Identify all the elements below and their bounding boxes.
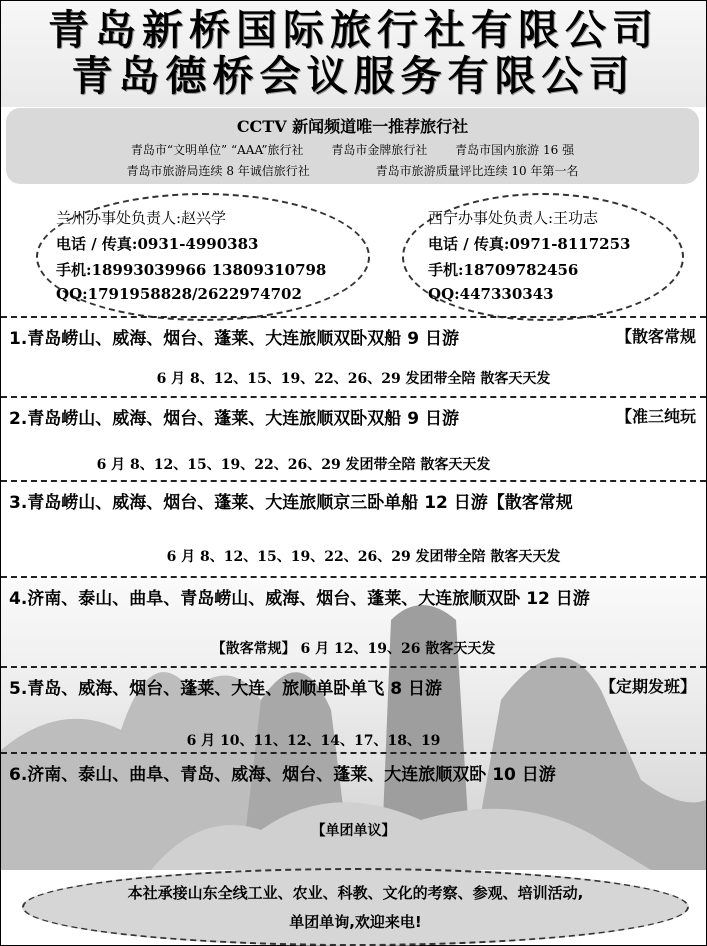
header (1, 1, 706, 107)
tour-dates: 6 月 10、11、12、14、17、18、19 (186, 733, 441, 749)
tour-item-3[interactable] (1, 480, 706, 578)
tour-dates: 6 月 8、12、15、19、22、26、29 发团带全陪 散客天天发 (96, 457, 491, 473)
tour-title: 1.青岛崂山、威海、烟台、蓬莱、大连旅顺双卧双船 9 日游 (9, 329, 459, 349)
tour-tag: 【准三纯玩 (615, 407, 696, 426)
tour-dates: 6 月 8、12、15、19、22、26、29 发团带全陪 散客天天发 (166, 549, 561, 565)
xining-office-contact (402, 193, 684, 321)
tour-dates: 【单团单议】 (311, 823, 396, 839)
xining-qq: QQ:447330343 (428, 285, 554, 303)
footer-line-1: 本社承接山东全线工业、农业、科教、文化的考察、参观、培训活动, (127, 884, 584, 902)
tour-dates: 6 月 8、12、15、19、22、26、29 发团带全陪 散客天天发 (156, 371, 551, 387)
xining-mobile: 手机:18709782456 (428, 261, 579, 279)
tour-item-1[interactable] (1, 316, 706, 398)
honors-row-2 (6, 162, 699, 179)
footer-line-2: 单团单询,欢迎来电! (289, 913, 422, 931)
footer-notice (22, 868, 689, 946)
lanzhou-qq: QQ:1791958828/2622974702 (56, 285, 302, 303)
honors-banner (6, 108, 699, 184)
xining-manager: 西宁办事处负责人:王功志 (428, 209, 599, 227)
honor-item: 青岛市旅游质量评比连续 10 年第一名 (375, 164, 579, 178)
tour-title: 5.青岛、威海、烟台、蓬莱、大连、旅顺单卧单飞 8 日游 (9, 679, 442, 699)
honor-item: 青岛市旅游局连续 8 年诚信旅行社 (126, 164, 310, 178)
company-name-2: 青岛德桥会议服务有限公司 (71, 52, 636, 100)
tour-item-2[interactable] (1, 396, 706, 482)
lanzhou-tel: 电话 / 传真:0931-4990383 (56, 235, 259, 253)
cctv-line: CCTV 新闻频道唯一推荐旅行社 (236, 117, 469, 136)
lanzhou-manager: 兰州办事处负责人:赵兴学 (56, 209, 227, 227)
honors-row-1 (6, 141, 699, 158)
tour-title: 2.青岛崂山、威海、烟台、蓬莱、大连旅顺双卧双船 9 日游 (9, 409, 459, 429)
tour-item-5[interactable] (1, 666, 706, 754)
tour-dates: 【散客常规】 6 月 12、19、26 散客天天发 (211, 641, 496, 657)
lanzhou-office-contact (36, 193, 370, 321)
honor-item: 青岛市金牌旅行社 (331, 143, 428, 157)
lanzhou-mobile: 手机:18993039966 13809310798 (56, 261, 327, 279)
tour-item-4[interactable] (1, 576, 706, 666)
xining-tel: 电话 / 传真:0971-8117253 (428, 235, 631, 253)
honor-item: 青岛市国内旅游 16 强 (455, 143, 575, 157)
tour-tag: 【散客常规 (615, 327, 696, 346)
tour-item-6[interactable] (1, 752, 706, 866)
honor-item: 青岛市“文明单位” “AAA”旅行社 (130, 143, 304, 157)
tour-tag: 【定期发班】 (599, 677, 696, 696)
tour-title: 6.济南、泰山、曲阜、青岛、威海、烟台、蓬莱、大连旅顺双卧 10 日游 (9, 765, 556, 785)
tour-title: 4.济南、泰山、曲阜、青岛崂山、威海、烟台、蓬莱、大连旅顺双卧 12 日游 (9, 589, 590, 609)
company-name-1: 青岛新桥国际旅行社有限公司 (48, 6, 659, 54)
tour-title: 3.青岛崂山、威海、烟台、蓬莱、大连旅顺京三卧单船 12 日游【散客常规 (9, 493, 573, 513)
